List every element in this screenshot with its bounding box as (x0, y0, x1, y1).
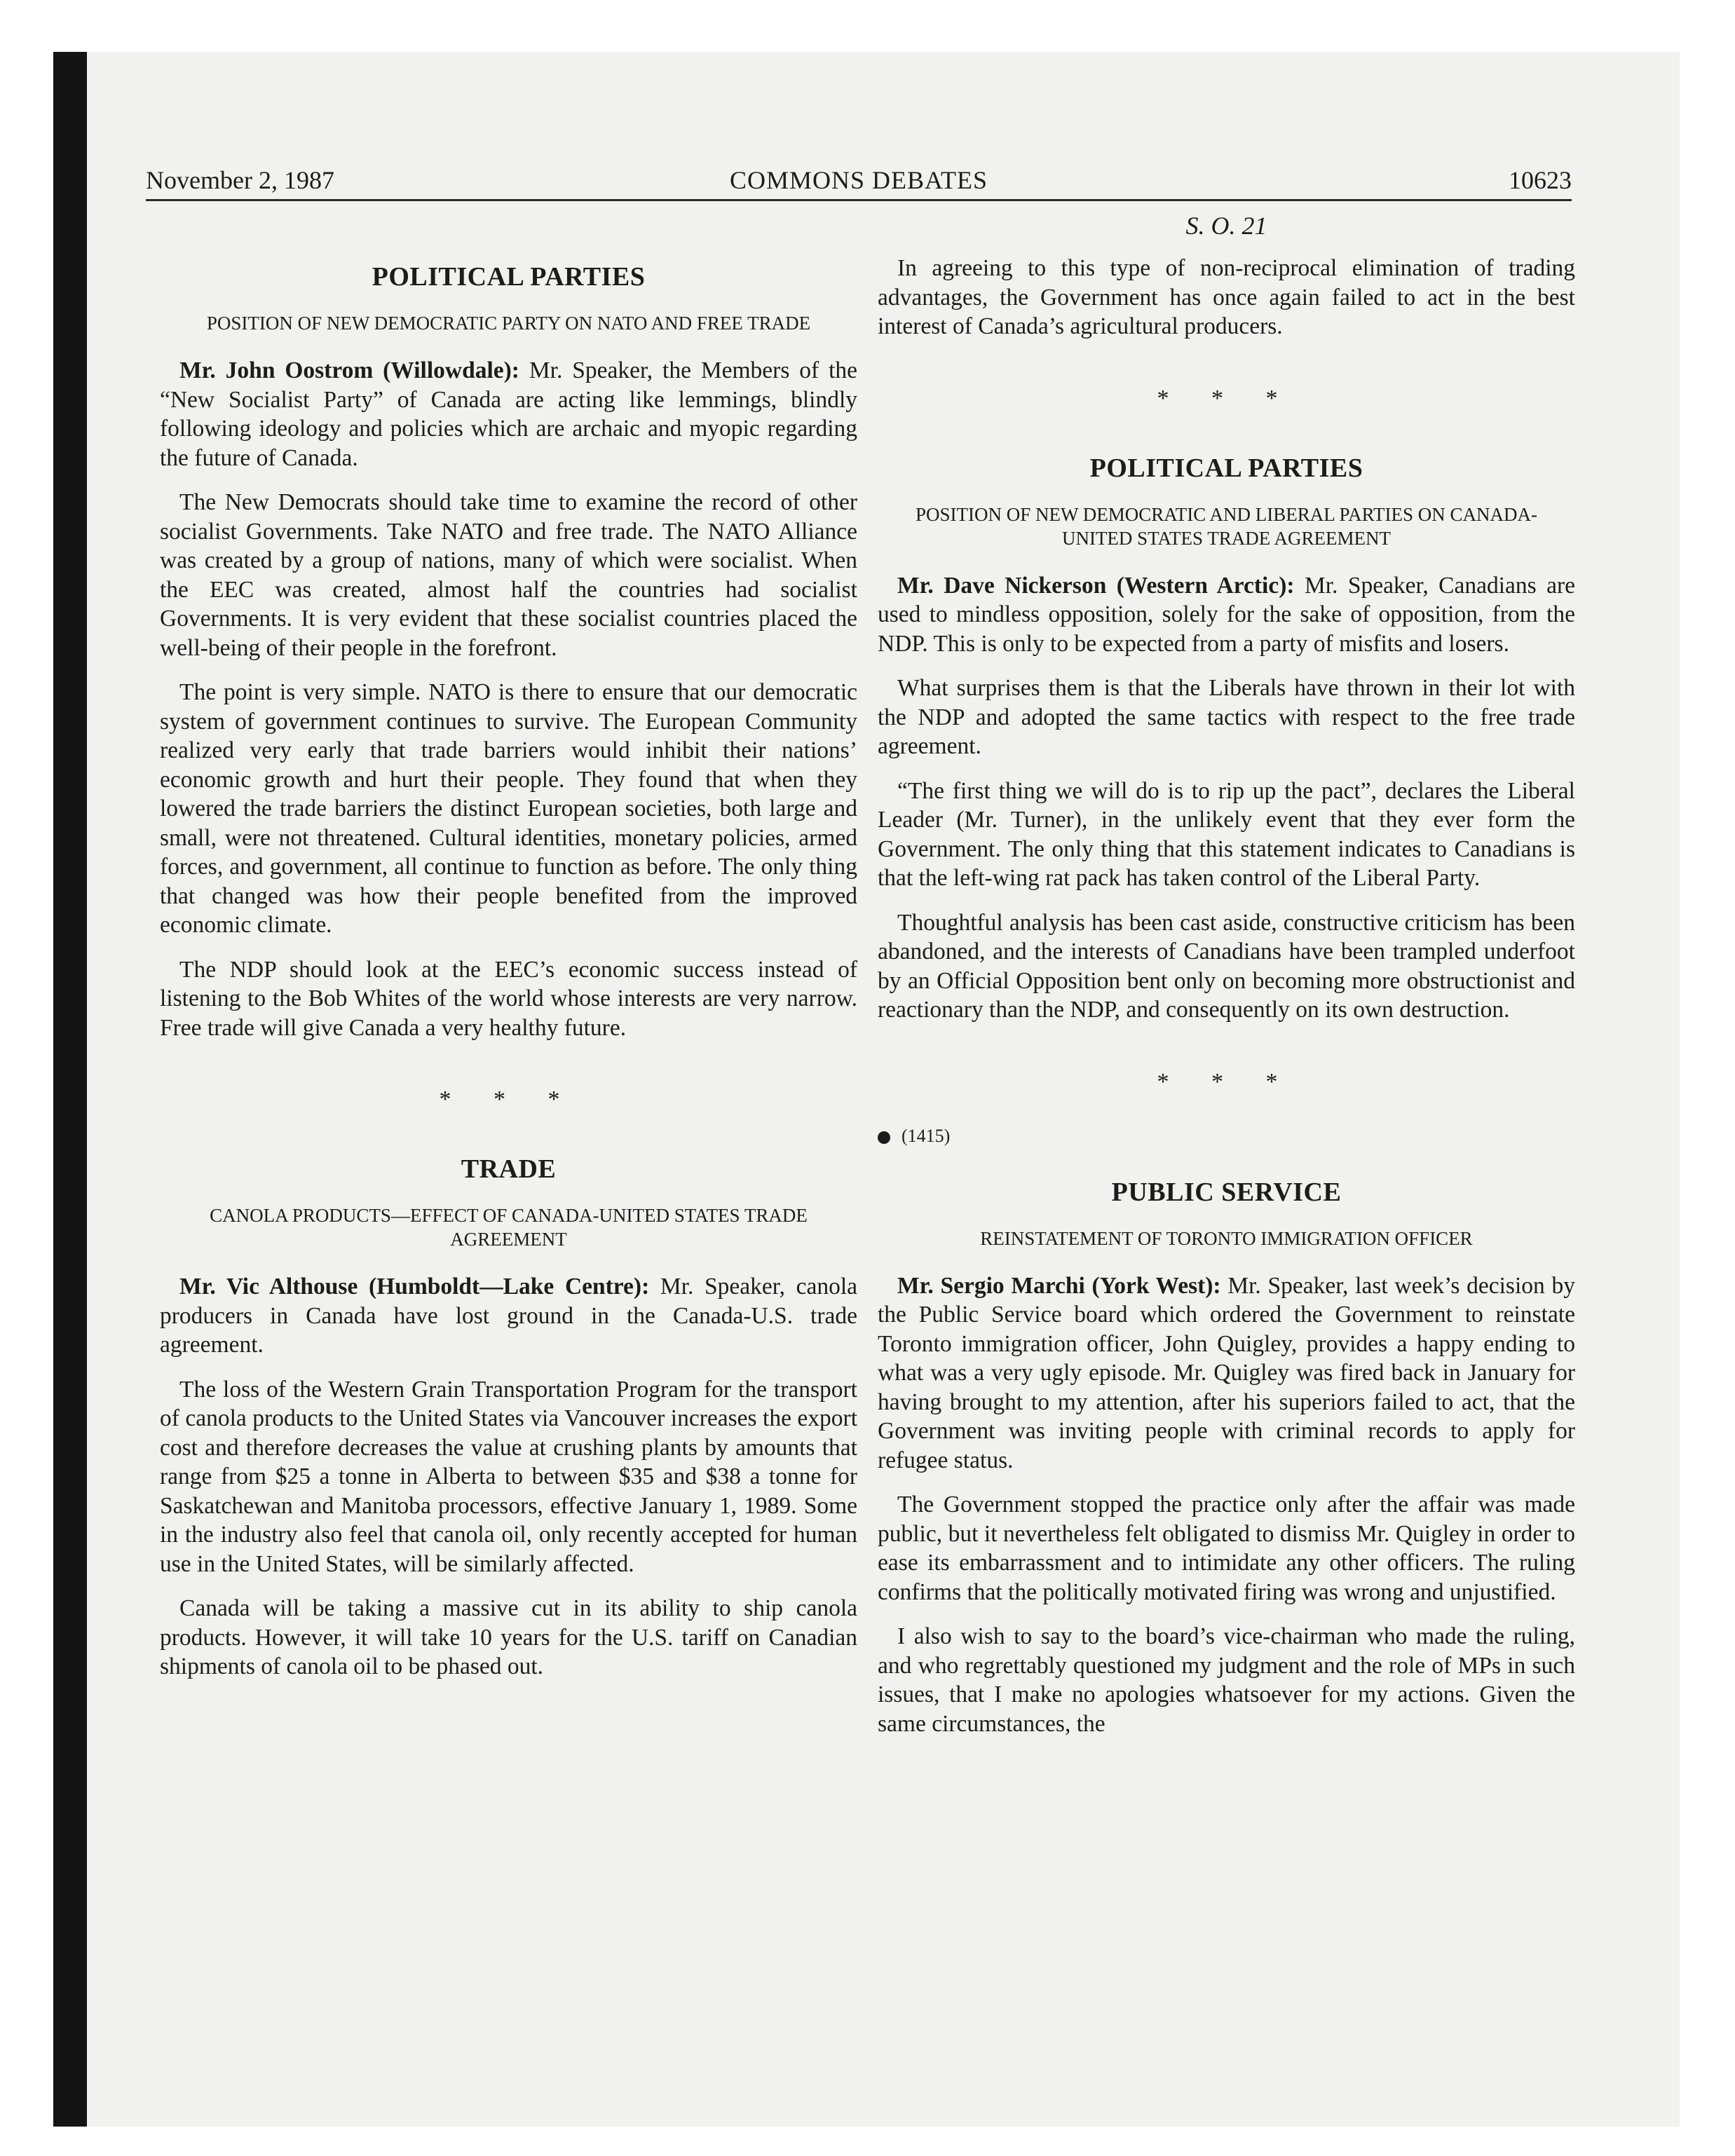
paragraph-text: Mr. Speaker, last week’s decision by the Public Service board which ordered the Government to reinstate Toronto immigration officer, John Quigley, provides a happy ending to what was a very ugly episode. Mr. Quigley was fired back in January for having brought to my attention, after his superiors failed to act, that the Government was inviting people with criminal records to apply for refugee status. (878, 1272, 1575, 1473)
time-marker (878, 1124, 1575, 1148)
section-separator: * * * (439, 1086, 578, 1112)
paragraph-text: Mr. Speaker, Canadians are used to mindless opposition, solely for the sake of opposition, from the NDP. This is only to be expected from a party of misfits and losers. (878, 572, 1576, 657)
section-separator: * * * (1157, 1068, 1296, 1095)
header-publication: COMMONS DEBATES (729, 166, 988, 194)
paragraph-text: Mr. Speaker, canola producers in Canada have lost ground in the Canada-U.S. trade agreement. (160, 1274, 858, 1358)
statement-paragraph: The Government stopped the practice only after the affair was made public, but it nevertheless felt obligated to dismiss Mr. Quigley in order to ease its embarrassment and to intimidate any other officers. The ruling confirms that the politically motivated firing was wrong and unjustified. (878, 1492, 1575, 1605)
spacer (878, 1096, 1575, 1124)
header-rule (146, 199, 1572, 201)
left-column (160, 210, 857, 1697)
statement-paragraph: The loss of the Western Grain Transportation Program for the transport of canola products to the United States via Vancouver increases the export cost and therefore decreases the value at crushing plants by amounts that range from $25 a tonne in Alberta to between $35 and $38 a tonne for Saskatchewan and Manitoba processors, effective January 1, 1989. Some in the industry also feel that canola oil, only recently accepted for human use in the United States, will be similarly affected. (160, 1376, 857, 1577)
section-separator: * * * (1157, 385, 1296, 411)
header-page-number: 10623 (1509, 166, 1572, 194)
spacer (878, 1040, 1575, 1068)
speaker-name: Mr. Vic Althouse (Humboldt—Lake Centre): (179, 1274, 650, 1299)
statement-paragraph: What surprises them is that the Liberals have thrown in their lot with the NDP and adopted the same tactics with respect to the free trade agreement. (878, 675, 1575, 759)
section-title-political-parties: POLITICAL PARTIES (372, 262, 646, 292)
bullet-icon (878, 1131, 890, 1144)
statement-paragraph: Canada will be taking a massive cut in its ability to ship canola products. However, it will take 10 years for the U.S. tariff on Canadian shipments of canola oil to be phased out. (160, 1595, 857, 1679)
section-subtitle-nato-free-trade: POSITION OF NEW DEMOCRATIC PARTY ON NATO AND FREE TRADE (206, 313, 811, 334)
statement-paragraph (878, 1271, 1575, 1475)
standing-order-label: S. O. 21 (1185, 212, 1267, 240)
statement-paragraph (878, 571, 1575, 659)
header-date: November 2, 1987 (146, 166, 334, 194)
left-column-top-spacer (160, 210, 857, 261)
section-title-public-service: PUBLIC SERVICE (1111, 1177, 1342, 1207)
statement-paragraph: The NDP should look at the EEC’s economic success instead of listening to the Bob Whites of the world whose interests are very narrow. Free trade will give Canada a very healthy future. (160, 956, 857, 1041)
continuation-paragraph: In agreeing to this type of non-reciprocal elimination of trading advantages, the Government has once again failed to act in the best interest of Canada’s agricultural producers. (878, 255, 1575, 339)
spacer (878, 357, 1575, 385)
statement-paragraph: Thoughtful analysis has been cast aside, constructive criticism has been abandoned, and the interests of Canadians have been trampled underfoot by an Official Opposition bent only on becoming more obstructionist and reactionary than the NDP, and consequently on its own destruction. (878, 909, 1575, 1023)
spacer (160, 1114, 857, 1153)
speaker-name: Mr. John Oostrom (Willowdale): (179, 357, 519, 383)
section-subtitle-canola: CANOLA PRODUCTS—EFFECT OF CANADA-UNITED STATES TRADE AGREEMENT (210, 1205, 808, 1250)
statement-paragraph: I also wish to say to the board’s vice-chairman who made the ruling, and who regrettably questioned my judgment and the role of MPs in such issues, that I make no apologies whatsoever for my actions. Given the same circumstances, the (878, 1623, 1575, 1737)
statement-paragraph: The New Democrats should take time to examine the record of other socialist Governments. Take NATO and free trade. The NATO Alliance was created by a group of nations, many of which were socialist. When the EEC was created, almost half the countries had socialist Governments. It is very evident that these socialist countries placed the well-being of their people in the forefront. (160, 489, 857, 661)
time-marker-text: (1415) (901, 1125, 951, 1146)
paragraph-text: Mr. Speaker, the Members of the “New Socialist Party” of Canada are acting like lemmings, blindly following ideology and policies which are archaic and myopic regarding the future of Canada. (160, 357, 857, 471)
section-subtitle-ndp-liberal: POSITION OF NEW DEMOCRATIC AND LIBERAL PARTIES ON CANADA-UNITED STATES TRADE AGREEMENT (916, 503, 1537, 549)
statement-paragraph (160, 1272, 857, 1360)
statement-paragraph (160, 356, 857, 472)
speaker-name: Mr. Dave Nickerson (Western Arctic): (897, 572, 1295, 599)
spacer (160, 1058, 857, 1086)
section-subtitle-reinstatement: REINSTATEMENT OF TORONTO IMMIGRATION OFFICER (980, 1227, 1473, 1249)
spacer (878, 413, 1575, 452)
right-column (878, 210, 1575, 1754)
speaker-name: Mr. Sergio Marchi (York West): (897, 1272, 1221, 1299)
statement-paragraph: The point is very simple. NATO is there to ensure that our democratic system of government continues to survive. The European Community realized very early that trade barriers would inhibit their nations’ economic growth and hurt their people. They found that when they lowered the trade barriers the distinct European societies, both large and small, were not threatened. Cultural identities, monetary policies, armed forces, and government, all continue to function as before. The only thing that changed was how their people benefited from the improved economic climate. (160, 679, 857, 938)
running-head (146, 163, 1572, 198)
statement-paragraph: “The first thing we will do is to rip up the pact”, declares the Liberal Leader (Mr. Turner), in the unlikely event that they ever form the Government. The only thing that this statement indicates to Canadians is that the left-wing rat pack has taken control of the Liberal Party. (878, 777, 1575, 891)
section-title-trade: TRADE (461, 1154, 557, 1184)
section-title-political-parties: POLITICAL PARTIES (1089, 453, 1363, 483)
